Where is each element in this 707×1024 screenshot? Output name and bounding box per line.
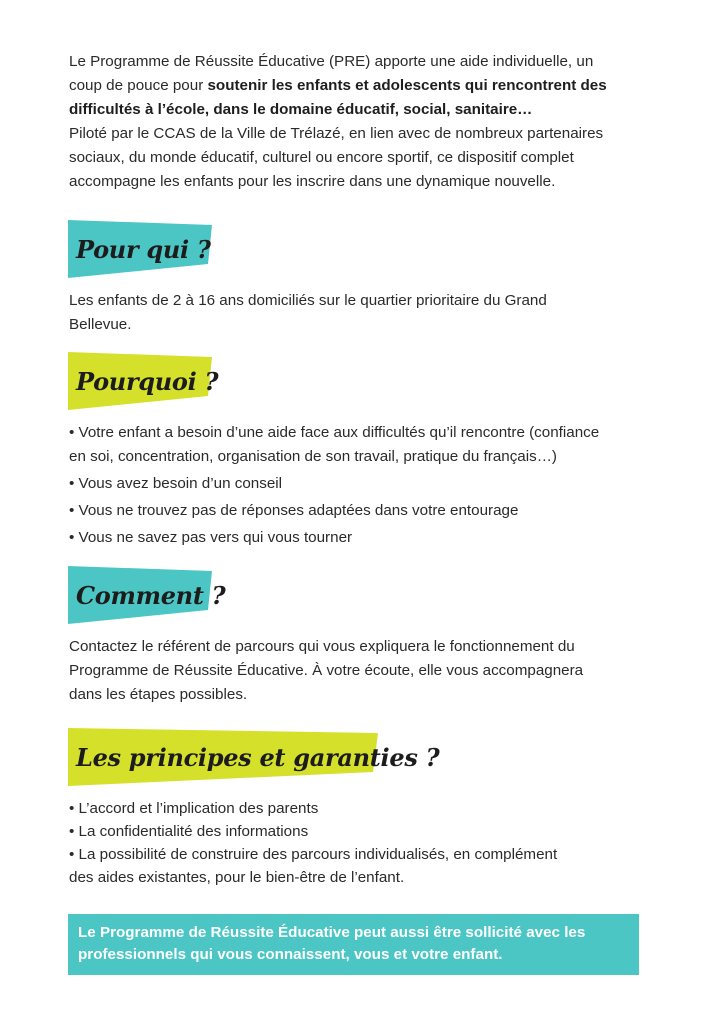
banner-pourquoi: [68, 352, 219, 410]
comment-line: Programme de Réussite Éducative. À votre écoute, elle vous accompagnera: [69, 662, 584, 679]
comment-paragraph: [69, 635, 639, 707]
list-item: • Vous avez besoin d’un conseil: [69, 475, 283, 492]
section-title-comment: Comment ?: [76, 580, 226, 610]
list-item: • L’accord et l’implication des parents: [69, 800, 319, 817]
section-title-principes: Les principes et garanties ?: [76, 742, 440, 772]
banner-pour-qui: [68, 220, 212, 278]
section-title-pour-qui: Pour qui ?: [76, 234, 211, 264]
intro-highlight: difficultés à l’école, dans le domaine éducatif, social, sanitaire…: [69, 101, 533, 118]
pour-qui-line: Bellevue.: [69, 316, 132, 333]
intro-text: coup de pouce pour: [69, 77, 208, 94]
pour-qui-line: Les enfants de 2 à 16 ans domiciliés sur le quartier prioritaire du Grand: [69, 292, 547, 309]
list-item: • Vous ne savez pas vers qui vous tourner: [69, 529, 353, 546]
list-item: • Vous ne trouvez pas de réponses adaptées dans votre entourage: [69, 502, 519, 519]
intro-line: Le Programme de Réussite Éducative (PRE) apporte une aide individuelle, un: [69, 53, 594, 70]
section-title-pourquoi: Pourquoi ?: [76, 366, 219, 396]
pour-qui-paragraph: [69, 289, 639, 337]
list-item: en soi, concentration, organisation de son travail, pratique du français…): [69, 448, 557, 465]
intro-line: sociaux, du monde éducatif, culturel ou encore sportif, ce dispositif complet: [69, 149, 574, 166]
principes-list: [69, 797, 641, 889]
intro-line: Piloté par le CCAS de la Ville de Trélazé, en lien avec de nombreux partenaires: [69, 125, 604, 142]
comment-line: dans les étapes possibles.: [69, 686, 248, 703]
list-item: • La confidentialité des informations: [69, 823, 309, 840]
list-item: • Votre enfant a besoin d’une aide face aux difficultés qu’il rencontre (confiance: [69, 424, 600, 441]
list-item: • La possibilité de construire des parcours individualisés, en complément: [69, 846, 558, 863]
intro-paragraph: [69, 50, 639, 194]
intro-line: [69, 74, 639, 98]
footer-callout: [68, 914, 639, 975]
pourquoi-list: [69, 421, 641, 550]
list-item: des aides existantes, pour le bien-être de l’enfant.: [69, 869, 405, 886]
banner-principes: [68, 728, 440, 786]
intro-highlight: soutenir les enfants et adolescents qui rencontrent des: [207, 77, 607, 94]
comment-line: Contactez le référent de parcours qui vous expliquera le fonctionnement du: [69, 638, 575, 655]
footer-line: professionnels qui vous connaissent, vous et votre enfant.: [78, 946, 503, 963]
footer-line: Le Programme de Réussite Éducative peut aussi être sollicité avec les: [78, 924, 586, 941]
banner-comment: [68, 566, 226, 624]
intro-line: accompagne les enfants pour les inscrire dans une dynamique nouvelle.: [69, 173, 556, 190]
